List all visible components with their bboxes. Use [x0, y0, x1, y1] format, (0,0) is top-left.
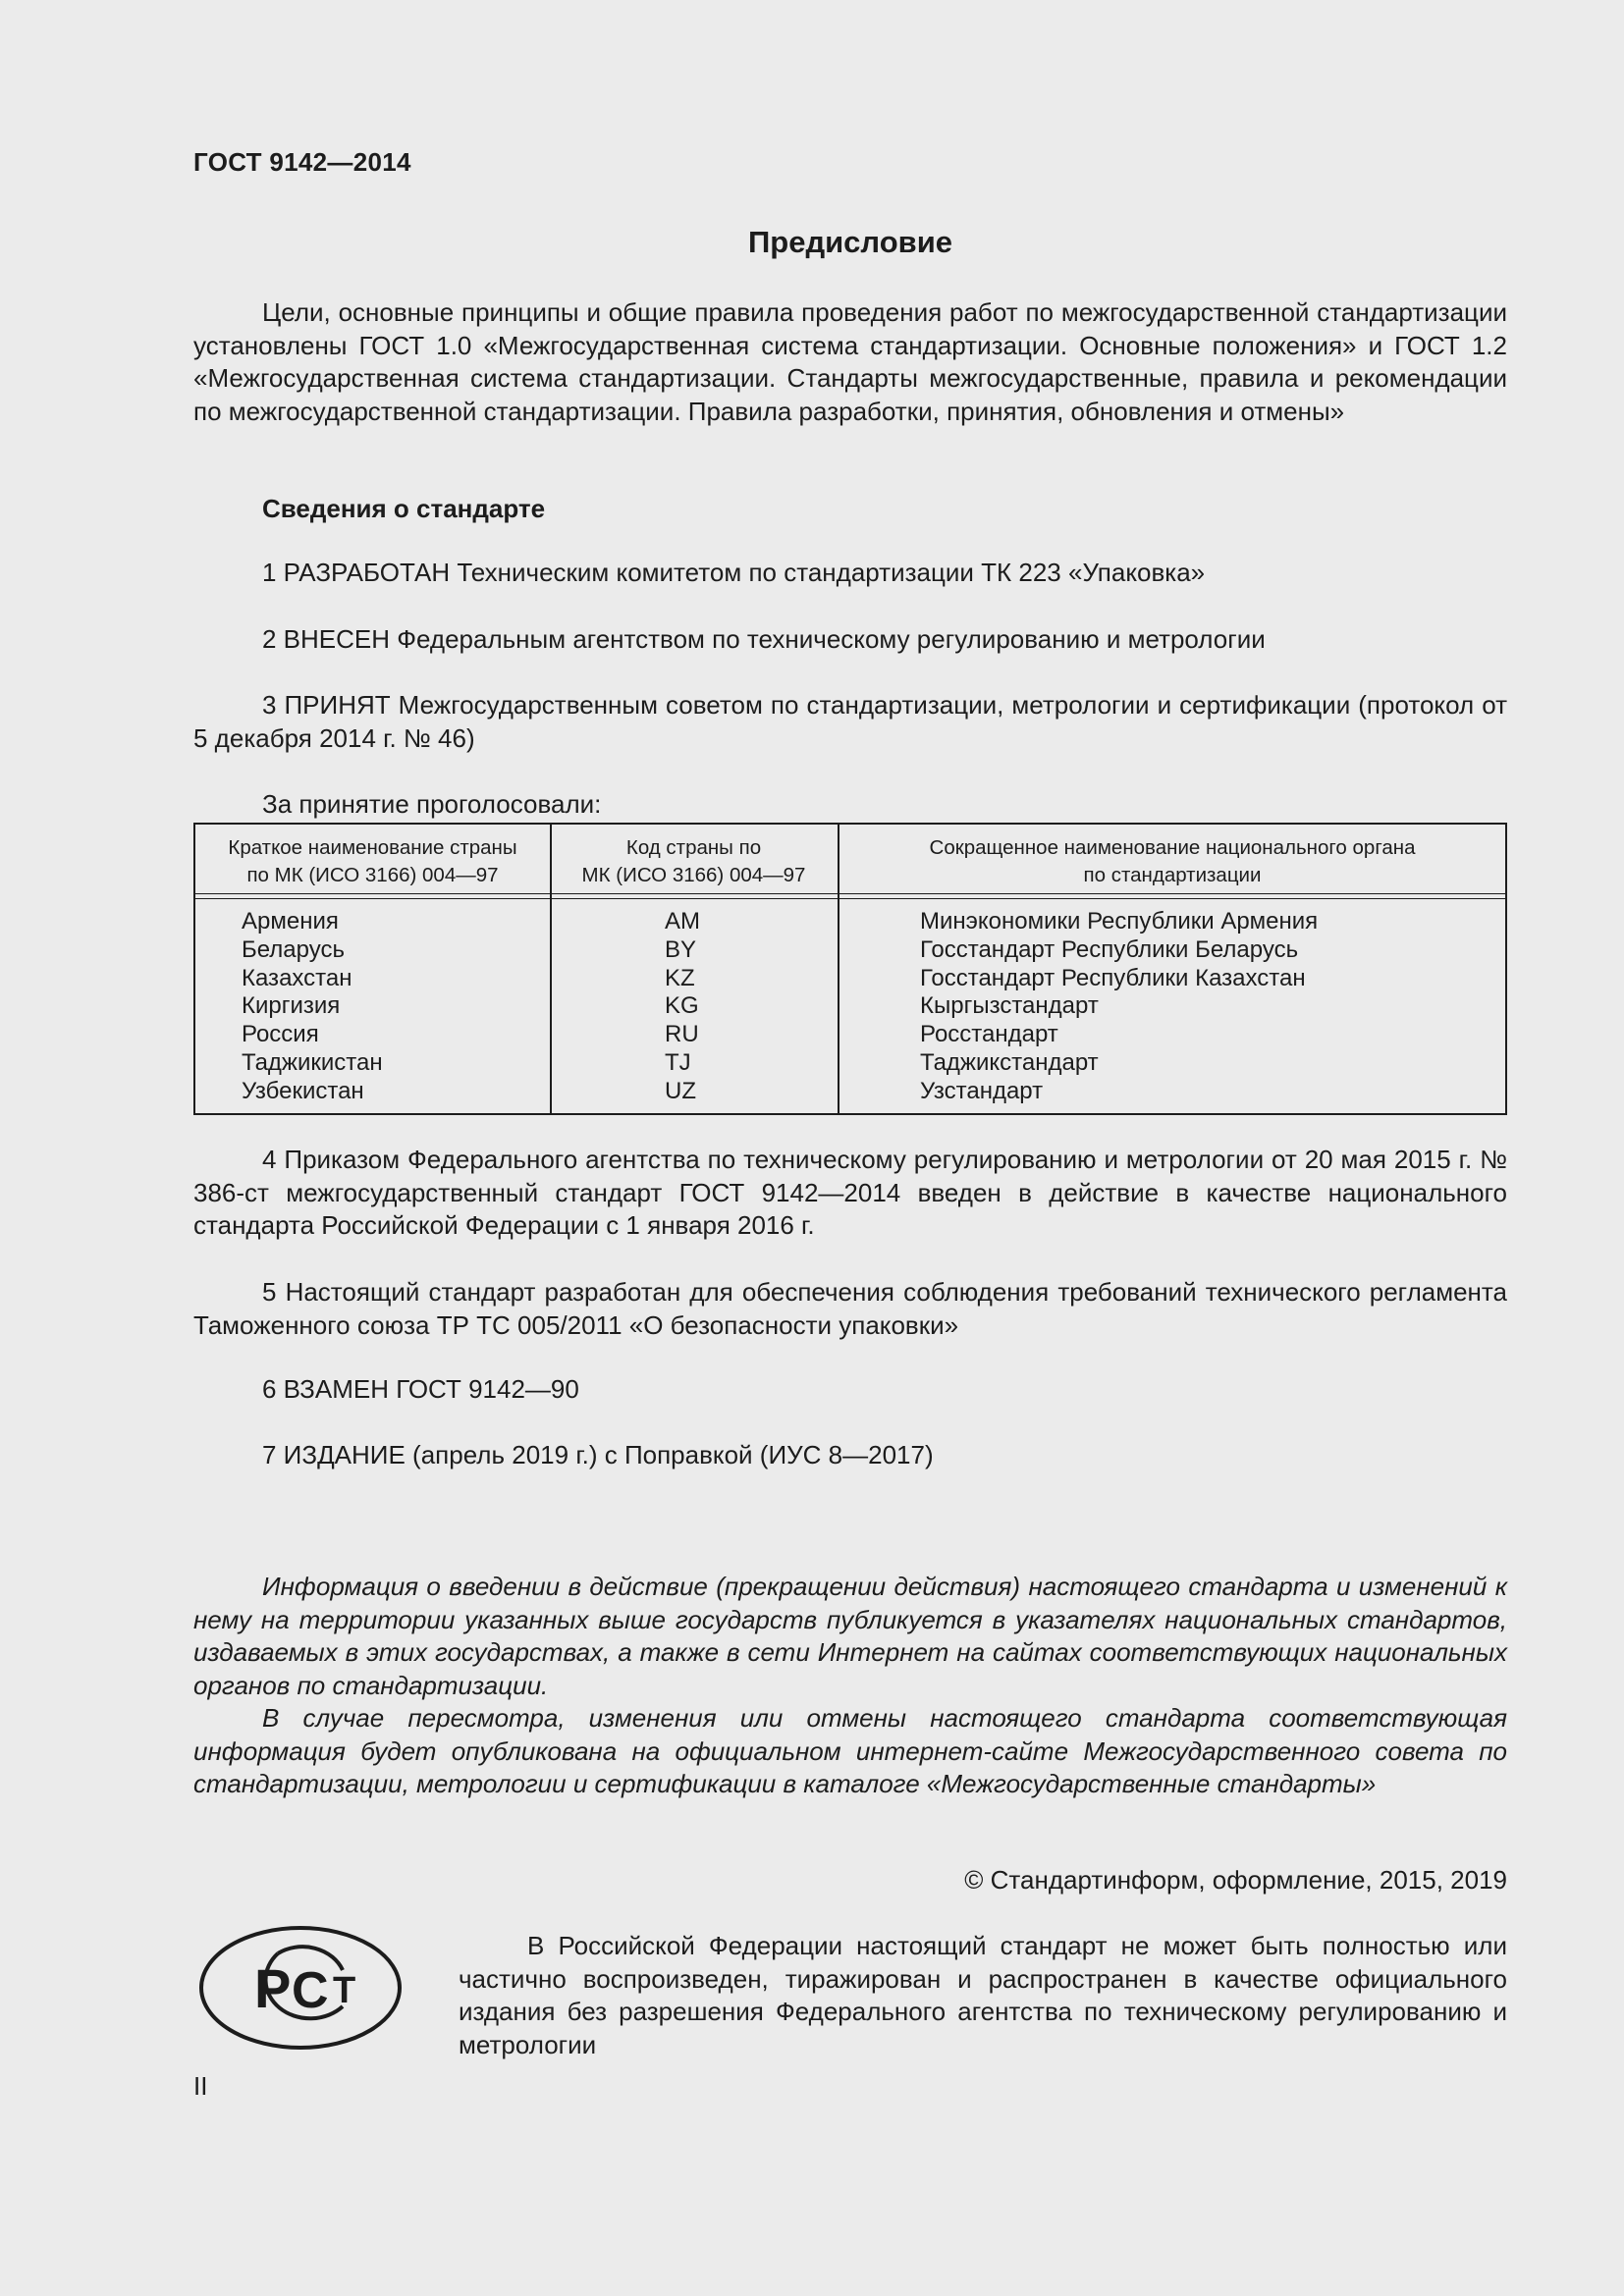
table-cell-code: TJ	[665, 1048, 691, 1076]
table-header-country	[195, 834, 550, 889]
table-cell-code: KZ	[665, 964, 695, 991]
notice-paragraph-1: Информация о введении в действие (прекращении действия) настоящего стандарта и изменений к нему на территории указанных выше государств публикуется в указателях национальных стандартов, издаваемых в этих государствах, а также в сети Интернет на сайтах соответствующих национальных органов по стандартизации.	[193, 1572, 1507, 1700]
table-divider	[195, 893, 1505, 894]
document-code: ГОСТ 9142—2014	[193, 147, 411, 177]
table-cell-body: Госстандарт Республики Беларусь	[920, 935, 1299, 963]
table-header-body	[838, 834, 1507, 889]
item-3: 3 ПРИНЯТ Межгосударственным советом по стандартизации, метрологии и сертификации (протокол от 5 декабря 2014 г. № 46)	[193, 690, 1507, 753]
logo-letter: Р	[254, 1957, 292, 2019]
code-column	[665, 908, 700, 1106]
item-6: 6 ВЗАМЕН ГОСТ 9142—90	[262, 1374, 579, 1404]
country-column	[242, 908, 383, 1106]
table-cell-code: UZ	[665, 1077, 696, 1104]
header-line: Краткое наименование страны	[228, 836, 517, 859]
logo-letter: С	[292, 1962, 329, 2019]
body-column	[920, 908, 1318, 1106]
table-cell-country: Россия	[242, 1021, 319, 1048]
table-cell-body: Узстандарт	[920, 1077, 1044, 1104]
table-cell-country: Таджикистан	[242, 1048, 383, 1076]
rst-certification-mark-icon	[197, 1924, 404, 2052]
table-cell-body: Минэкономики Республики Армения	[920, 908, 1319, 934]
rights-notice: В Российской Федерации настоящий стандарт не может быть полностью или частично воспроизведен, тиражирован и распространен в качестве официального издания без разрешения Федерального агентства по техническому регулированию и метрологии	[459, 1931, 1507, 2059]
table-cell-country: Киргизия	[242, 992, 341, 1020]
logo-letter: Т	[333, 1970, 356, 2011]
info-heading: Сведения о стандарте	[262, 494, 546, 523]
table-cell-code: AM	[665, 908, 700, 934]
table-cell-body: Таджикстандарт	[920, 1048, 1099, 1076]
header-line: по стандартизации	[1083, 864, 1262, 886]
page-title: Предисловие	[747, 225, 952, 259]
table-cell-code: KG	[665, 992, 699, 1020]
table-cell-body: Росстандарт	[920, 1021, 1058, 1048]
table-cell-country: Беларусь	[242, 935, 345, 963]
item-5: 5 Настоящий стандарт разработан для обеспечения соблюдения требований технического регламента Таможенного союза ТР ТС 005/2011 «О безопасности упаковки»	[193, 1277, 1507, 1340]
header-line: Код страны по	[625, 836, 762, 859]
header-line: Сокращенное наименование национального органа	[929, 836, 1416, 859]
table-cell-body: Госстандарт Республики Казахстан	[920, 964, 1306, 991]
notice-paragraph-2: В случае пересмотра, изменения или отмены настоящего стандарта соответствующая информация будет опубликована на официальном интернет-сайте Межгосударственного совета по стандартизации, метрологии и сертификации в каталоге «Межгосударственные стандарты»	[193, 1703, 1507, 1798]
item-1: 1 РАЗРАБОТАН Техническим комитетом по стандартизации ТК 223 «Упаковка»	[262, 558, 1206, 587]
table-cell-code: RU	[665, 1021, 699, 1048]
table-cell-country: Узбекистан	[242, 1077, 364, 1104]
voted-label: За принятие проголосовали:	[262, 789, 602, 819]
header-line: МК (ИСО 3166) 004—97	[581, 864, 806, 886]
table-header-code	[550, 834, 838, 889]
voting-table	[193, 823, 1507, 1115]
header-line: по МК (ИСО 3166) 004—97	[246, 864, 499, 886]
copyright-line: © Стандартинформ, оформление, 2015, 2019	[964, 1865, 1507, 1895]
intro-paragraph: Цели, основные принципы и общие правила проведения работ по межгосударственной стандартизации установлены ГОСТ 1.0 «Межгосударственная система стандартизации. Основные положения» и ГОСТ 1.2 «Межгосударственная система стандартизации. Стандарты межгосударственные, правила и рекомендации по межгосударственной стандартизации. Правила разработки, принятия, обновления и отмены»	[193, 297, 1507, 426]
page-number: II	[193, 2071, 208, 2101]
table-cell-country: Армения	[242, 908, 339, 934]
table-cell-code: BY	[665, 935, 697, 963]
table-cell-body: Кыргызстандарт	[920, 992, 1099, 1020]
table-cell-country: Казахстан	[242, 964, 352, 991]
item-2: 2 ВНЕСЕН Федеральным агентством по техническому регулированию и метрологии	[262, 624, 1266, 654]
item-7: 7 ИЗДАНИЕ (апрель 2019 г.) с Поправкой (ИУС 8—2017)	[262, 1440, 934, 1469]
item-4: 4 Приказом Федерального агентства по техническому регулированию и метрологии от 20 мая 2015 г. № 386-ст межгосударственный стандарт ГОСТ 9142—2014 введен в действие в качестве национального стандарта Российской Федерации с 1 января 2016 г.	[193, 1145, 1507, 1240]
table-divider	[195, 898, 1505, 899]
